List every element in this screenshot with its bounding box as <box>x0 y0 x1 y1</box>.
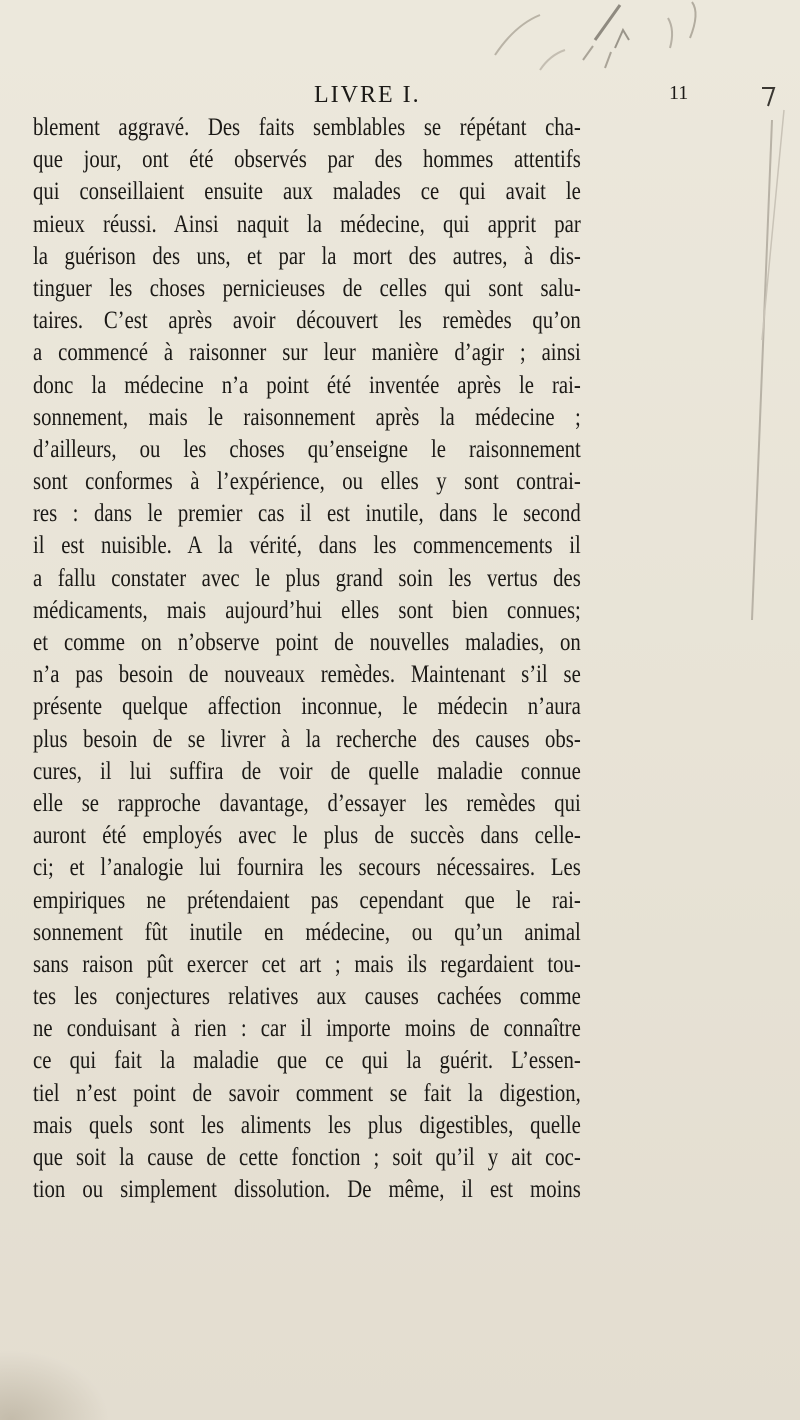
text-line: sont conformes à l’expérience, ou elles y sont contrai- <box>33 468 581 496</box>
text-line: a fallu constater avec le plus grand soin les vertus des <box>33 564 581 592</box>
text-line: ne conduisant à rien : car il importe moins de connaître <box>33 1015 581 1043</box>
text-line: tion ou simplement dissolution. De même, il est moins <box>33 1176 581 1204</box>
running-head: LIVRE I. <box>314 82 421 108</box>
text-line: tiel n’est point de savoir comment se fait la digestion, <box>33 1079 581 1107</box>
page-header <box>0 82 800 116</box>
text-line: ce qui fait la maladie que ce qui la guérit. L’essen- <box>33 1047 581 1075</box>
text-line: la guérison des uns, et par la mort des autres, à dis- <box>33 242 581 270</box>
text-line: qui conseillaient ensuite aux malades ce qui avait le <box>33 178 581 206</box>
text-line: blement aggravé. Des faits semblables se répétant cha- <box>33 114 581 141</box>
text-line: a commencé à raisonner sur leur manière d’agir ; ainsi <box>33 339 581 367</box>
body-text <box>33 112 581 1206</box>
text-line: il est nuisible. A la vérité, dans les commencements il <box>33 532 581 560</box>
text-line: taires. C’est après avoir découvert les remèdes qu’on <box>33 307 581 335</box>
text-line: sans raison pût exercer cet art ; mais ils regardaient tou- <box>33 950 581 978</box>
text-line: elle se rapproche davantage, d’essayer les remèdes qui <box>33 789 581 817</box>
text-line: auront été employés avec le plus de succès dans celle- <box>33 822 581 850</box>
text-line: res : dans le premier cas il est inutile, dans le second <box>33 500 581 528</box>
text-line: tes les conjectures relatives aux causes cachées comme <box>33 983 581 1011</box>
text-line: ci; et l’analogie lui fournira les secours nécessaires. Les <box>33 854 581 882</box>
text-line: mieux réussi. Ainsi naquit la médecine, qui apprit par <box>33 210 581 238</box>
text-line: sonnement fût inutile en médecine, ou qu’un animal <box>33 918 581 946</box>
text-line: présente quelque affection inconnue, le médecin n’aura <box>33 693 581 721</box>
text-line: d’ailleurs, ou les choses qu’enseigne le raisonnement <box>33 435 581 463</box>
margin-mark <box>702 80 792 640</box>
text-line: plus besoin de se livrer à la recherche des causes obs- <box>33 725 581 753</box>
text-line: tinguer les choses pernicieuses de celles qui sont salu- <box>33 274 581 302</box>
text-line: que jour, ont été observés par des hommes attentifs <box>33 146 581 174</box>
text-line: et comme on n’observe point de nouvelles maladies, on <box>33 629 581 656</box>
text-line: sonnement, mais le raisonnement après la médecine ; <box>33 403 581 431</box>
text-line: mais quels sont les aliments les plus digestibles, quelle <box>33 1111 581 1139</box>
corner-smudge <box>0 1350 110 1420</box>
text-line: n’a pas besoin de nouveaux remèdes. Maintenant s’il se <box>33 661 581 689</box>
page-number: 11 <box>669 82 689 104</box>
text-line: empiriques ne prétendaient pas cependant que le rai- <box>33 886 581 914</box>
text-line: donc la médecine n’a point été inventée après le rai- <box>33 371 581 399</box>
text-line: médicaments, mais aujourd’hui elles sont bien connues; <box>33 596 581 624</box>
text-line: que soit la cause de cette fonction ; soit qu’il y ait coc- <box>33 1144 581 1171</box>
text-line: cures, il lui suffira de voir de quelle maladie connue <box>33 757 581 785</box>
